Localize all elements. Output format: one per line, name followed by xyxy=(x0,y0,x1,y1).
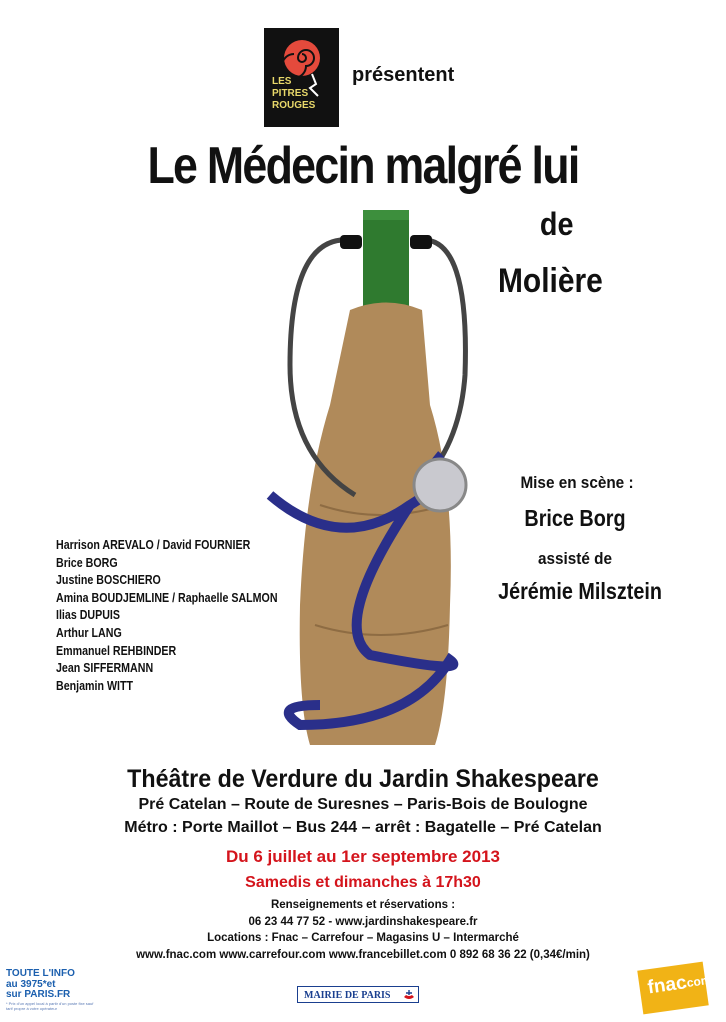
assistant-label: assisté de xyxy=(537,549,612,568)
director-name: Brice Borg xyxy=(524,505,626,531)
paris-info-line: au 3975*et xyxy=(6,978,56,990)
show-times: Samedis et dimanches à 17h30 xyxy=(245,874,481,891)
cast-member: Emmanuel REHBINDER xyxy=(56,642,177,658)
cast-member: Amina BOUDJEMLINE / Raphaelle SALMON xyxy=(56,589,278,605)
venue-address: Pré Catelan – Route de Suresnes – Paris-Bois de Boulogne xyxy=(138,796,588,813)
logo-line-pitres: PITRES xyxy=(272,88,309,99)
les-pitres-rouges-logo xyxy=(264,28,339,127)
mairie-de-paris-logo xyxy=(297,986,419,1003)
info-line: www.fnac.com www.carrefour.com www.francebillet.com 0 892 68 36 22 (0,34€/min) xyxy=(136,948,590,961)
paris-info-line: sur PARIS.FR xyxy=(6,989,71,1000)
cast-member: Jean SIFFERMANN xyxy=(56,660,154,676)
author-prefix: de xyxy=(539,206,574,242)
cast-member: Justine BOSCHIERO xyxy=(56,572,161,588)
mairie-label: MAIRIE DE PARIS xyxy=(304,990,391,1001)
fnac-logo xyxy=(637,962,713,1015)
logo-text xyxy=(272,76,324,112)
paris-ship-icon xyxy=(403,989,415,1001)
paris-info-footnote: * Prix d'un appel local à partir d'un poste fixe sauf tarif propre à votre opérateur xyxy=(6,1000,94,1011)
paris-info-block xyxy=(6,969,96,1011)
venue-name: Théâtre de Verdure du Jardin Shakespeare xyxy=(127,765,599,793)
cast-member: Ilias DUPUIS xyxy=(56,607,120,623)
cast-member: Arthur LANG xyxy=(56,624,122,640)
mise-en-scene-label: Mise en scène : xyxy=(520,473,634,492)
cast-list xyxy=(56,536,316,694)
cast-member: Harrison AREVALO / David FOURNIER xyxy=(56,537,251,552)
cast-member: Benjamin WITT xyxy=(56,677,133,693)
paris-info-line: TOUTE L'INFO xyxy=(6,968,75,979)
presentent-text: présentent xyxy=(352,64,455,86)
logo-line-rouges: ROUGES xyxy=(272,100,316,111)
info-line: Locations : Fnac – Carrefour – Magasins U – Intermarché xyxy=(207,932,519,945)
info-line: 06 23 44 77 52 - www.jardinshakespeare.fr xyxy=(248,915,478,928)
fnac-com-text: .com xyxy=(682,972,713,991)
stethoscope-chestpiece xyxy=(414,459,466,511)
show-dates: Du 6 juillet au 1er septembre 2013 xyxy=(225,847,500,866)
play-title: Le Médecin malgré lui xyxy=(147,137,579,195)
venue-metro: Métro : Porte Maillot – Bus 244 – arrêt : Bagatelle – Pré Catelan xyxy=(124,819,602,836)
info-line: Renseignements et réservations : xyxy=(270,899,456,911)
booking-info xyxy=(20,897,706,963)
cast-member: Brice BORG xyxy=(56,554,118,570)
fnac-logo-text: fnac xyxy=(646,972,688,999)
logo-line-les: LES xyxy=(272,76,292,87)
assistant-name: Jérémie Milsztein xyxy=(498,578,662,604)
author-name: Molière xyxy=(498,262,603,300)
